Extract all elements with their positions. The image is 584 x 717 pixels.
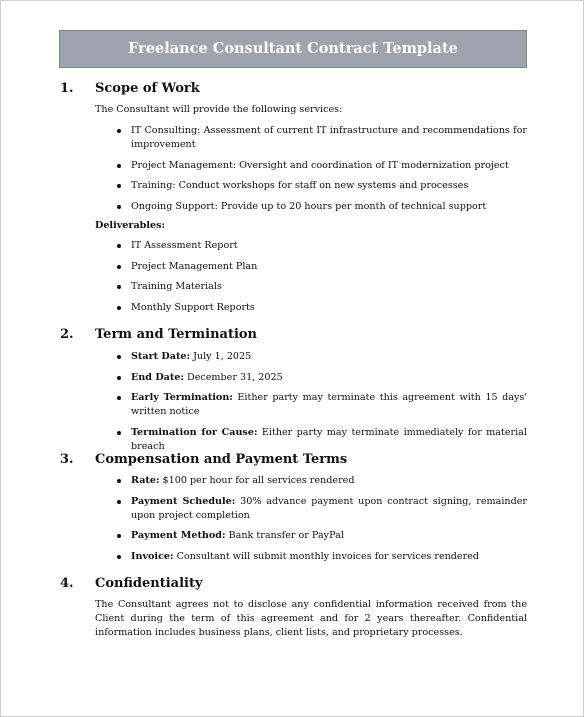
item-text: Consultant will submit monthly invoices for services rendered bbox=[173, 550, 480, 562]
term-list bbox=[114, 350, 527, 460]
confidentiality-paragraph: The Consultant agrees not to disclose any confidential information received from the Client during the term of this agreement and for 2 years thereafter. Confidential information includes business plans, client lists, and proprietary processes. bbox=[95, 599, 527, 638]
list-item bbox=[114, 474, 527, 488]
item-text: Either party may terminate this agreement with 15 days' written notice bbox=[131, 392, 527, 418]
section-number: 3. bbox=[60, 452, 74, 467]
list-item: Project Management: Oversight and coordination of IT modernization project bbox=[114, 159, 527, 173]
section-heading: Confidentiality bbox=[95, 576, 203, 591]
item-text: Either party may terminate immediately for material breach bbox=[131, 426, 527, 452]
item-label: Payment Schedule: bbox=[131, 495, 236, 507]
list-item: Training Materials bbox=[114, 280, 527, 294]
item-label: End Date: bbox=[131, 371, 184, 383]
list-item: Ongoing Support: Provide up to 20 hours per month of technical support bbox=[114, 200, 527, 214]
list-item bbox=[114, 426, 527, 454]
list-item: IT Assessment Report bbox=[114, 239, 527, 253]
list-item: IT Consulting: Assessment of current IT infrastructure and recommendations for improvement bbox=[114, 124, 527, 152]
list-item bbox=[114, 391, 527, 419]
section-heading: Term and Termination bbox=[95, 327, 258, 342]
list-item bbox=[114, 371, 527, 385]
list-item bbox=[114, 495, 527, 523]
list-item: Project Management Plan bbox=[114, 260, 527, 274]
list-item: Monthly Support Reports bbox=[114, 301, 527, 315]
item-label: Start Date: bbox=[131, 351, 191, 362]
item-label: Payment Method: bbox=[131, 530, 226, 542]
item-text: July 1, 2025 bbox=[190, 351, 252, 362]
section-heading: Scope of Work bbox=[95, 81, 200, 96]
deliverables-label: Deliverables: bbox=[95, 220, 166, 231]
list-item bbox=[114, 529, 527, 543]
list-item bbox=[114, 550, 527, 564]
section-heading: Compensation and Payment Terms bbox=[95, 452, 348, 467]
item-label: Invoice: bbox=[131, 550, 174, 562]
item-text: 30% advance payment upon contract signing, remainder upon project completion bbox=[131, 495, 528, 521]
scope-intro: The Consultant will provide the following services: bbox=[95, 104, 343, 115]
services-list bbox=[114, 124, 527, 220]
item-text: December 31, 2025 bbox=[183, 371, 283, 383]
list-item bbox=[114, 350, 527, 364]
deliverables-list bbox=[114, 239, 527, 321]
item-label: Early Termination: bbox=[131, 392, 233, 404]
section-number: 1. bbox=[60, 81, 74, 96]
section-number: 4. bbox=[60, 576, 74, 591]
compensation-list bbox=[114, 474, 527, 570]
list-item: Training: Conduct workshops for staff on new systems and processes bbox=[114, 179, 527, 193]
item-label: Rate: bbox=[131, 475, 160, 486]
item-label: Termination for Cause: bbox=[131, 426, 258, 438]
item-text: Bank transfer or PayPal bbox=[225, 530, 344, 542]
document-title: Freelance Consultant Contract Template bbox=[59, 30, 527, 68]
item-text: $100 per hour for all services rendered bbox=[159, 475, 355, 486]
section-number: 2. bbox=[60, 327, 74, 342]
